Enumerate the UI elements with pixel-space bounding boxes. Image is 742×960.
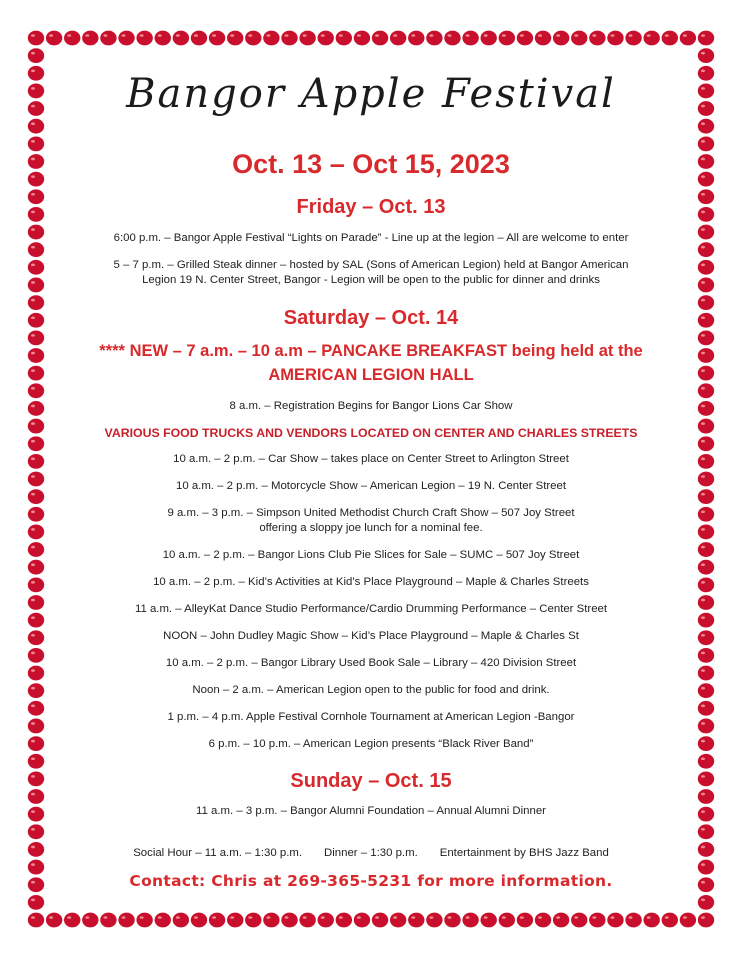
saturday-event-legion-open: Noon – 2 a.m. – American Legion open to the public for food and drink. xyxy=(192,684,550,696)
apple-icon xyxy=(698,683,714,698)
registration-event: 8 a.m. – Registration Begins for Bangor Lions Car Show xyxy=(229,400,513,412)
apple-icon xyxy=(28,895,44,910)
apple-icon xyxy=(28,154,44,169)
apple-icon xyxy=(28,525,44,540)
apple-icon xyxy=(136,31,152,46)
apple-icon xyxy=(698,789,714,804)
apple-icon xyxy=(408,31,424,46)
apple-icon xyxy=(698,542,714,557)
apple-icon xyxy=(28,348,44,363)
apple-icon xyxy=(64,31,80,46)
apple-icon xyxy=(499,31,515,46)
apple-icon xyxy=(698,560,714,575)
apple-icon xyxy=(698,736,714,751)
apple-icon xyxy=(263,31,279,46)
apple-icon xyxy=(318,31,334,46)
apple-icon xyxy=(28,454,44,469)
apple-icon xyxy=(643,31,659,46)
apple-icon xyxy=(698,577,714,592)
apple-icon xyxy=(28,577,44,592)
apple-icon xyxy=(28,719,44,734)
apple-icon xyxy=(698,383,714,398)
apple-icon xyxy=(28,31,44,46)
apple-icon xyxy=(698,824,714,839)
apple-icon xyxy=(662,31,678,46)
contact-info: Contact: Chris at 269-365-5231 for more information. xyxy=(129,872,613,890)
apple-icon xyxy=(28,842,44,857)
apple-icon xyxy=(28,366,44,381)
saturday-event-craft-show: 9 a.m. – 3 p.m. – Simpson United Methodist Church Craft Show – 507 Joy Street offering a sloppy joe lunch for a nominal fee. xyxy=(167,507,575,534)
apple-icon xyxy=(698,242,714,257)
apple-icon xyxy=(28,807,44,822)
apple-icon xyxy=(698,877,714,892)
apple-icon xyxy=(82,31,98,46)
apple-icon xyxy=(698,101,714,116)
apple-icon xyxy=(698,330,714,345)
apple-icon xyxy=(28,136,44,151)
apple-icon xyxy=(444,31,460,46)
apple-icon xyxy=(28,754,44,769)
apple-icon xyxy=(28,666,44,681)
apple-icon xyxy=(698,172,714,187)
apple-icon xyxy=(698,807,714,822)
apple-icon xyxy=(28,789,44,804)
apple-icon xyxy=(28,595,44,610)
apple-icon xyxy=(589,31,605,46)
apple-icon xyxy=(173,31,189,46)
saturday-event-band: 6 p.m. – 10 p.m. – American Legion presents “Black River Band” xyxy=(208,738,534,750)
apple-icon xyxy=(698,895,714,910)
apple-icon xyxy=(698,613,714,628)
festival-dates: Oct. 13 – Oct 15, 2023 xyxy=(232,149,510,179)
apple-icon xyxy=(698,648,714,663)
food-trucks-notice: VARIOUS FOOD TRUCKS AND VENDORS LOCATED ON CENTER AND CHARLES STREETS xyxy=(104,426,638,440)
dinner-time: Dinner – 1:30 p.m. xyxy=(324,847,418,859)
sunday-schedule-line xyxy=(56,831,686,861)
apple-icon xyxy=(28,66,44,81)
pancake-breakfast-notice: **** NEW – 7 a.m. – 10 a.m – PANCAKE BREAKFAST being held at the xyxy=(99,342,643,360)
saturday-event-pie-slices: 10 a.m. – 2 p.m. – Bangor Lions Club Pie Slices for Sale – SUMC – 507 Joy Street xyxy=(162,549,580,561)
apple-icon xyxy=(698,84,714,99)
apple-icon xyxy=(28,419,44,434)
apple-icon xyxy=(698,595,714,610)
apple-icon xyxy=(28,48,44,63)
apple-icon xyxy=(354,31,370,46)
apple-icon xyxy=(245,31,261,46)
apple-icon xyxy=(299,31,315,46)
apple-icon xyxy=(517,31,533,46)
apple-icon xyxy=(390,31,406,46)
apple-icon xyxy=(191,31,207,46)
apple-icon xyxy=(28,630,44,645)
festival-flyer xyxy=(56,60,686,920)
apple-icon xyxy=(209,31,225,46)
apple-icon xyxy=(28,613,44,628)
festival-title: Bangor Apple Festival xyxy=(126,71,616,117)
saturday-event-kids-activities: 10 a.m. – 2 p.m. – Kid’s Activities at Kid’s Place Playground – Maple & Charles Streets xyxy=(153,576,589,588)
apple-icon xyxy=(28,295,44,310)
apple-icon xyxy=(46,31,62,46)
apple-icon xyxy=(155,31,171,46)
apple-icon xyxy=(698,472,714,487)
apple-icon xyxy=(28,507,44,522)
apple-icon xyxy=(481,31,497,46)
apple-icon xyxy=(28,330,44,345)
apple-icon xyxy=(535,31,551,46)
apple-icon xyxy=(28,278,44,293)
apple-icon xyxy=(698,189,714,204)
apple-icon xyxy=(28,260,44,275)
saturday-event-motorcycle-show: 10 a.m. – 2 p.m. – Motorcycle Show – American Legion – 19 N. Center Street xyxy=(175,480,566,492)
apple-icon xyxy=(28,489,44,504)
apple-icon xyxy=(118,31,134,46)
apple-icon xyxy=(227,31,243,46)
apple-icon xyxy=(28,242,44,257)
apple-icon xyxy=(28,436,44,451)
apple-icon xyxy=(698,630,714,645)
apple-icon xyxy=(28,189,44,204)
apple-icon xyxy=(698,207,714,222)
apple-icon xyxy=(28,913,44,928)
apple-icon xyxy=(698,366,714,381)
apple-icon xyxy=(698,436,714,451)
apple-icon xyxy=(426,31,442,46)
apple-icon xyxy=(698,119,714,134)
apple-icon xyxy=(28,84,44,99)
apple-icon xyxy=(571,31,587,46)
saturday-event-book-sale: 10 a.m. – 2 p.m. – Bangor Library Used Book Sale – Library – 420 Division Street xyxy=(165,657,577,669)
apple-icon xyxy=(28,736,44,751)
saturday-event-cornhole: 1 p.m. – 4 p.m. Apple Festival Cornhole Tournament at American Legion -Bangor xyxy=(167,711,575,723)
apple-icon xyxy=(698,754,714,769)
apple-icon xyxy=(28,172,44,187)
apple-icon xyxy=(100,31,116,46)
apple-icon xyxy=(281,31,297,46)
apple-icon xyxy=(698,454,714,469)
apple-icon xyxy=(28,207,44,222)
apple-icon xyxy=(698,278,714,293)
apple-icon xyxy=(28,401,44,416)
apple-icon xyxy=(28,877,44,892)
apple-icon xyxy=(28,683,44,698)
apple-icon xyxy=(698,419,714,434)
apple-icon xyxy=(28,648,44,663)
apple-icon xyxy=(28,560,44,575)
apple-icon xyxy=(28,225,44,240)
friday-event-parade: 6:00 p.m. – Bangor Apple Festival “Lights on Parade” - Line up at the legion – All are welcome to enter xyxy=(113,232,629,244)
apple-icon xyxy=(698,489,714,504)
pancake-breakfast-location: AMERICAN LEGION HALL xyxy=(268,366,474,384)
apple-icon xyxy=(28,472,44,487)
apple-icon xyxy=(607,31,623,46)
friday-event-steak-dinner: 5 – 7 p.m. – Grilled Steak dinner – hosted by SAL (Sons of American Legion) held at Bangor American Legion 19 N. Center Street, Bangor - Legion will be open to the public for dinner and drinks xyxy=(113,259,629,286)
apple-icon xyxy=(698,507,714,522)
apple-icon xyxy=(698,842,714,857)
apple-icon xyxy=(28,119,44,134)
apple-icon xyxy=(698,313,714,328)
apple-icon xyxy=(28,771,44,786)
apple-icon xyxy=(680,31,696,46)
apple-icon xyxy=(553,31,569,46)
apple-icon xyxy=(698,225,714,240)
apple-icon xyxy=(625,31,641,46)
apple-icon xyxy=(698,401,714,416)
saturday-event-car-show: 10 a.m. – 2 p.m. – Car Show – takes place on Center Street to Arlington Street xyxy=(173,453,569,465)
apple-icon xyxy=(28,701,44,716)
friday-heading: Friday – Oct. 13 xyxy=(296,196,446,218)
apple-icon xyxy=(698,31,714,46)
entertainment: Entertainment by BHS Jazz Band xyxy=(439,847,609,859)
apple-icon xyxy=(698,295,714,310)
apple-icon xyxy=(462,31,478,46)
apple-icon xyxy=(698,771,714,786)
apple-icon xyxy=(28,860,44,875)
apple-icon xyxy=(698,348,714,363)
saturday-event-dance-performance: 11 a.m. – AlleyKat Dance Studio Performance/Cardio Drumming Performance – Center Street xyxy=(134,603,608,615)
apple-icon xyxy=(28,383,44,398)
apple-icon xyxy=(372,31,388,46)
apple-icon xyxy=(698,525,714,540)
apple-icon xyxy=(28,313,44,328)
apple-icon xyxy=(698,136,714,151)
saturday-event-magic-show: NOON – John Dudley Magic Show – Kid’s Place Playground – Maple & Charles St xyxy=(163,630,579,642)
sunday-heading: Sunday – Oct. 15 xyxy=(290,770,452,792)
apple-icon xyxy=(698,860,714,875)
apple-icon xyxy=(698,66,714,81)
sunday-event-alumni-dinner: 11 a.m. – 3 p.m. – Bangor Alumni Foundation – Annual Alumni Dinner xyxy=(196,805,546,817)
apple-icon xyxy=(698,260,714,275)
apple-icon xyxy=(698,719,714,734)
apple-icon xyxy=(698,154,714,169)
apple-icon xyxy=(698,48,714,63)
social-hour: Social Hour – 11 a.m. – 1:30 p.m. xyxy=(133,847,303,859)
apple-icon xyxy=(698,666,714,681)
apple-icon xyxy=(28,101,44,116)
saturday-heading: Saturday – Oct. 14 xyxy=(283,307,459,329)
apple-icon xyxy=(28,824,44,839)
apple-icon xyxy=(698,913,714,928)
apple-icon xyxy=(336,31,352,46)
apple-icon xyxy=(698,701,714,716)
apple-icon xyxy=(28,542,44,557)
